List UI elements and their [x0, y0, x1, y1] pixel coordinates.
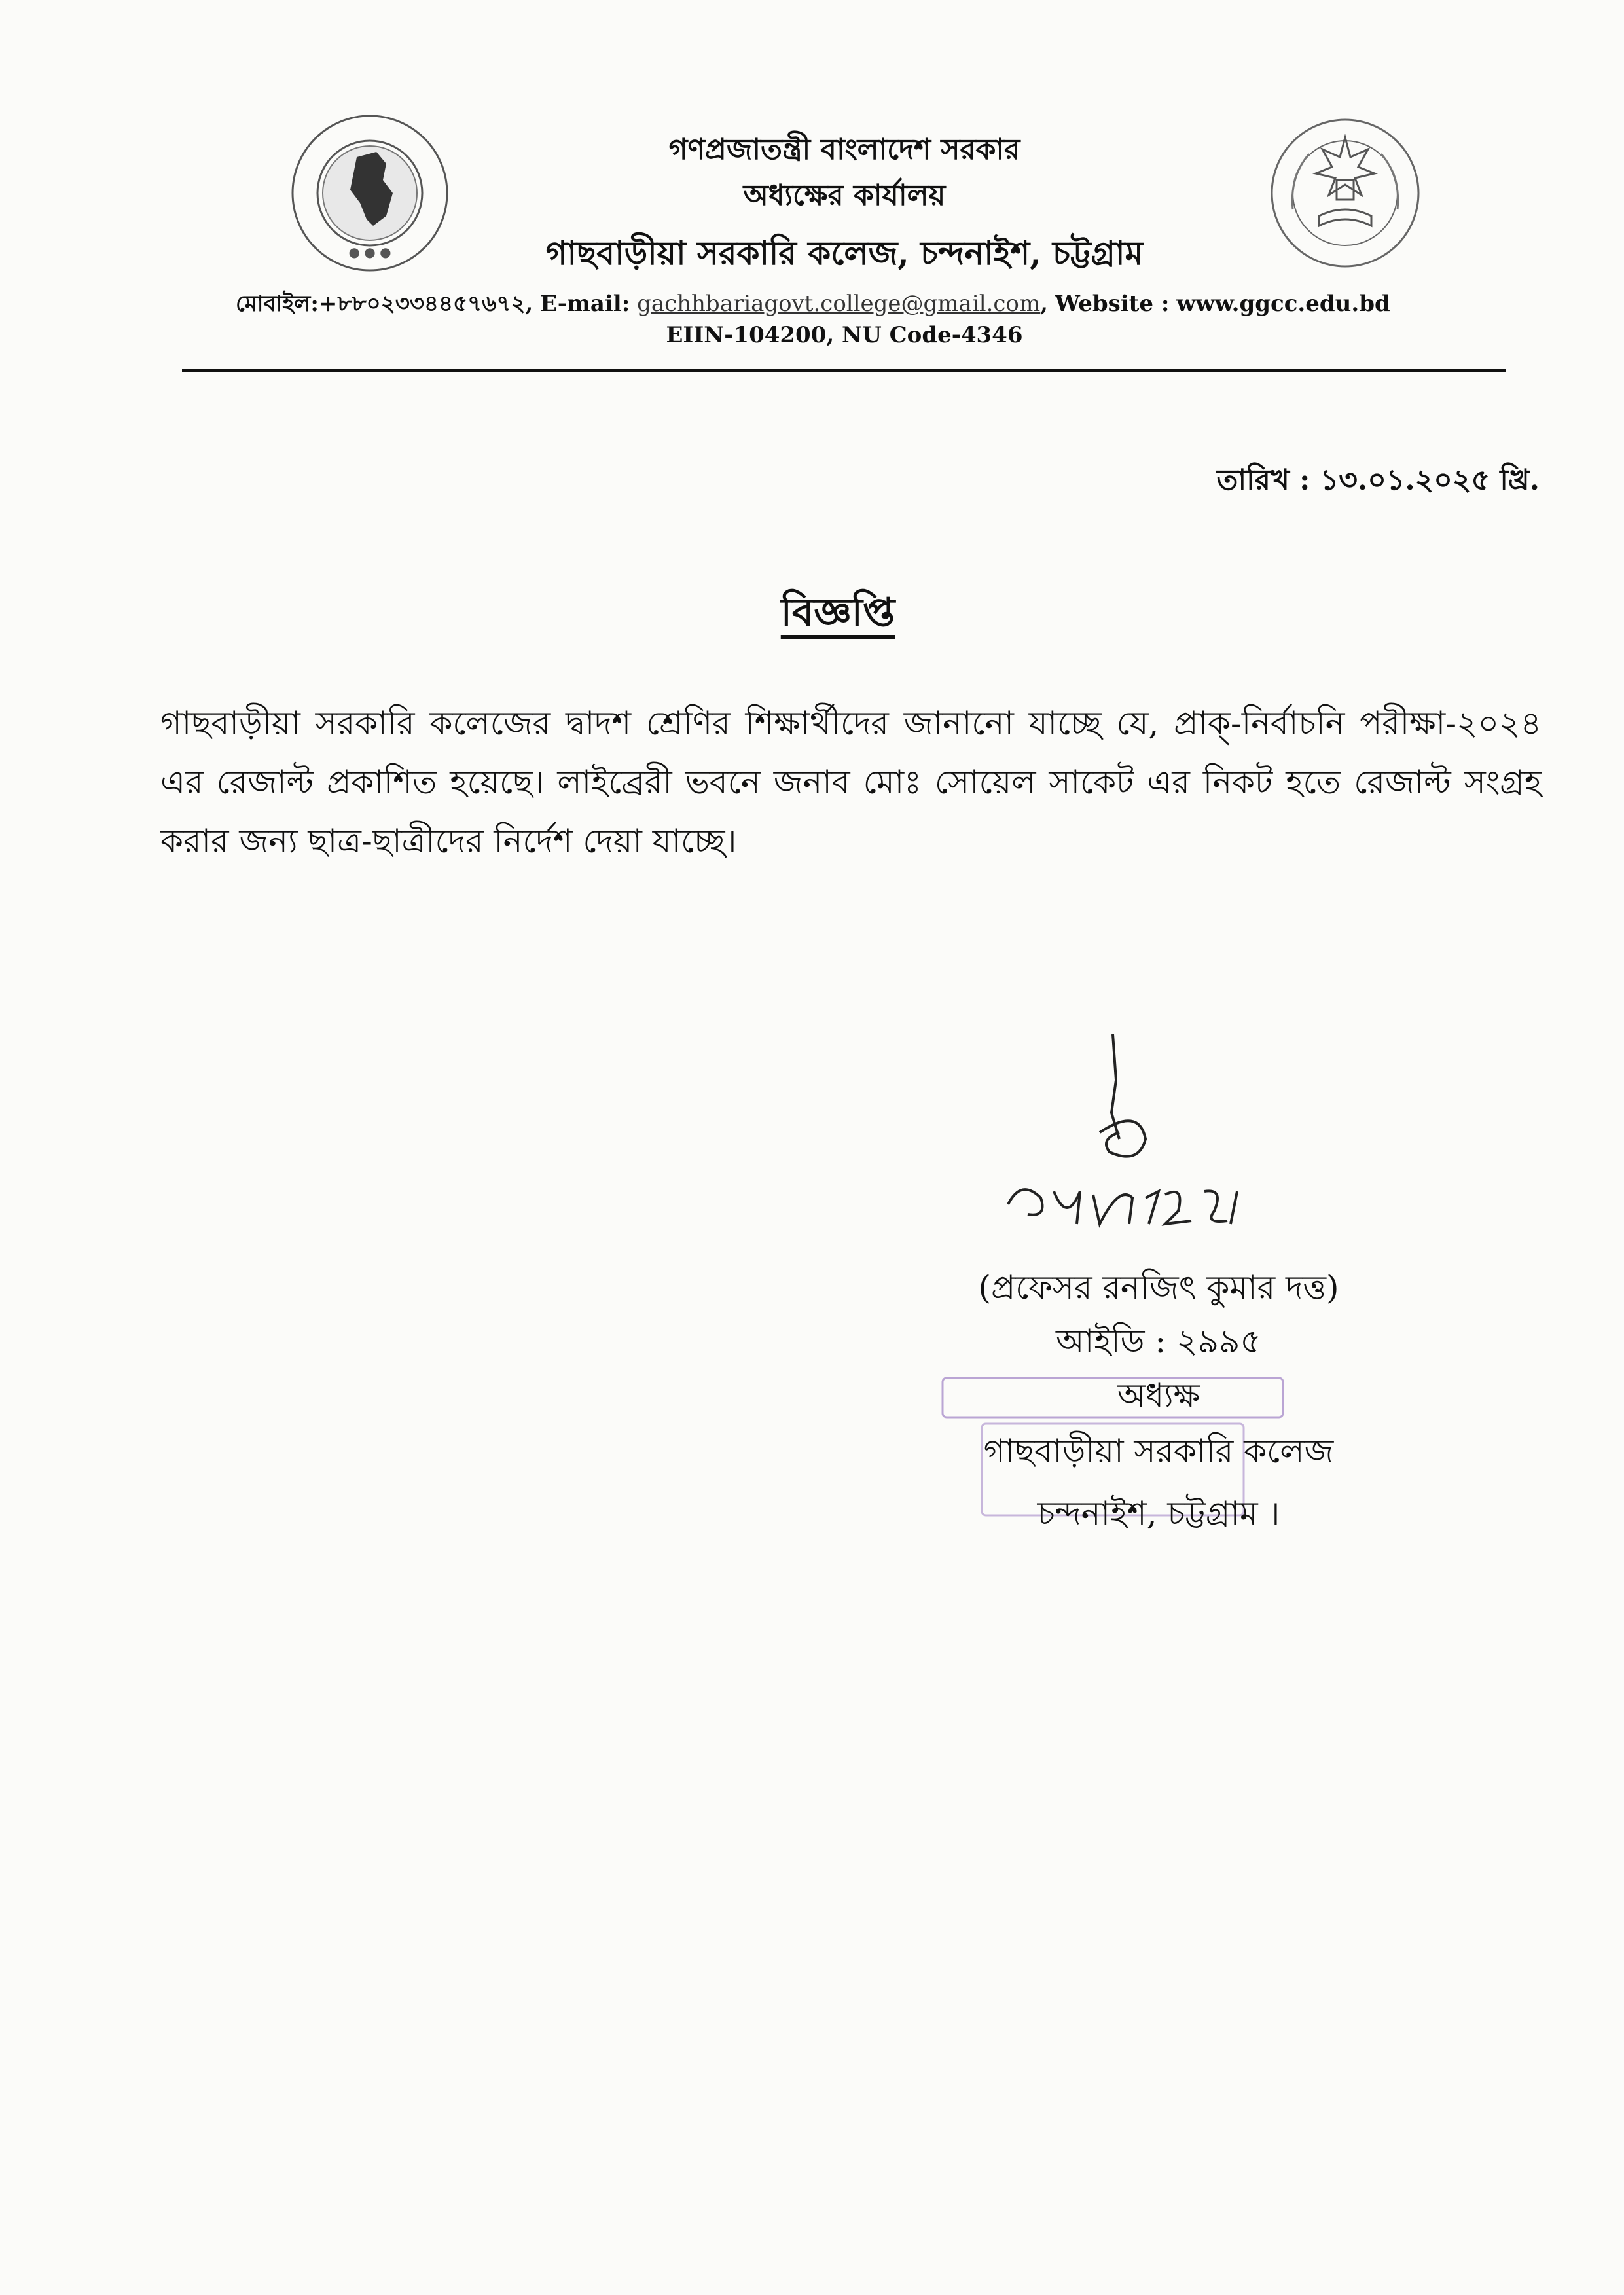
signatory-id: আইডি : ২৯৯৫ — [1056, 1322, 1261, 1360]
notice-body: গাছবাড়ীয়া সরকারি কলেজের দ্বাদশ শ্রেণির শিক্ষার্থীদের জানানো যাচ্ছে যে, প্রাক্-নির্বাচনি পরীক্ষা-২০২৪ এর রেজাল্ট প্রকাশিত হয়েছে। লাইব্রেরী ভবনে জনাব মোঃ সোয়েল সাকেট এর নিকট হতে রেজাল্ট সংগ্রহ করার জন্য ছাত্র-ছাত্রীদের নির্দেশ দেয়া যাচ্ছে। — [160, 704, 1542, 860]
contact-line: মোবাইল:+৮৮০২৩৩৪৪৫৭৬৭২, E-mail: gachhbariagovt.college@gmail.com, Website : www.ggcc.edu.bd — [236, 291, 1390, 317]
svg-text:● ● ●: ● ● ● — [348, 244, 391, 260]
signatory-name: (প্রফেসর রনজিৎ কুমার দত্ত) — [978, 1269, 1339, 1307]
mobile-number: +৮৮০২৩৩৪৪৫৭৬৭২, — [318, 291, 533, 317]
mobile-label: মোবাইল: — [236, 291, 319, 317]
notice-title: বিজ্ঞপ্তি — [780, 590, 895, 636]
office-title: অধ্যক্ষের কার্যালয় — [743, 179, 946, 212]
header-divider — [182, 369, 1506, 372]
signatory-college: গাছবাড়ীয়া সরকারি কলেজ — [983, 1432, 1334, 1470]
college-emblem-icon — [1263, 111, 1427, 275]
signatory-designation: অধ্যক্ষ — [1117, 1377, 1200, 1415]
handwritten-signature — [969, 1028, 1270, 1250]
eiin-nu-code: EIIN-104200, NU Code-4346 — [666, 322, 1023, 348]
website-label: Website : — [1055, 291, 1170, 317]
college-title: গাছবাড়ীয়া সরকারি কলেজ, চন্দনাইশ, চট্টগ্রাম — [545, 234, 1144, 272]
signatory-location: চন্দনাইশ, চট্টগ্রাম । — [1037, 1494, 1280, 1532]
website-link[interactable]: www.ggcc.edu.bd — [1176, 291, 1390, 317]
date-line: তারিখ : ১৩.০১.২০২৫ খ্রি. — [1216, 463, 1540, 497]
government-title: গণপ্রজাতন্ত্রী বাংলাদেশ সরকার — [668, 133, 1020, 166]
email-link[interactable]: gachhbariagovt.college@gmail.com — [637, 291, 1041, 317]
email-label: E-mail: — [540, 291, 630, 317]
